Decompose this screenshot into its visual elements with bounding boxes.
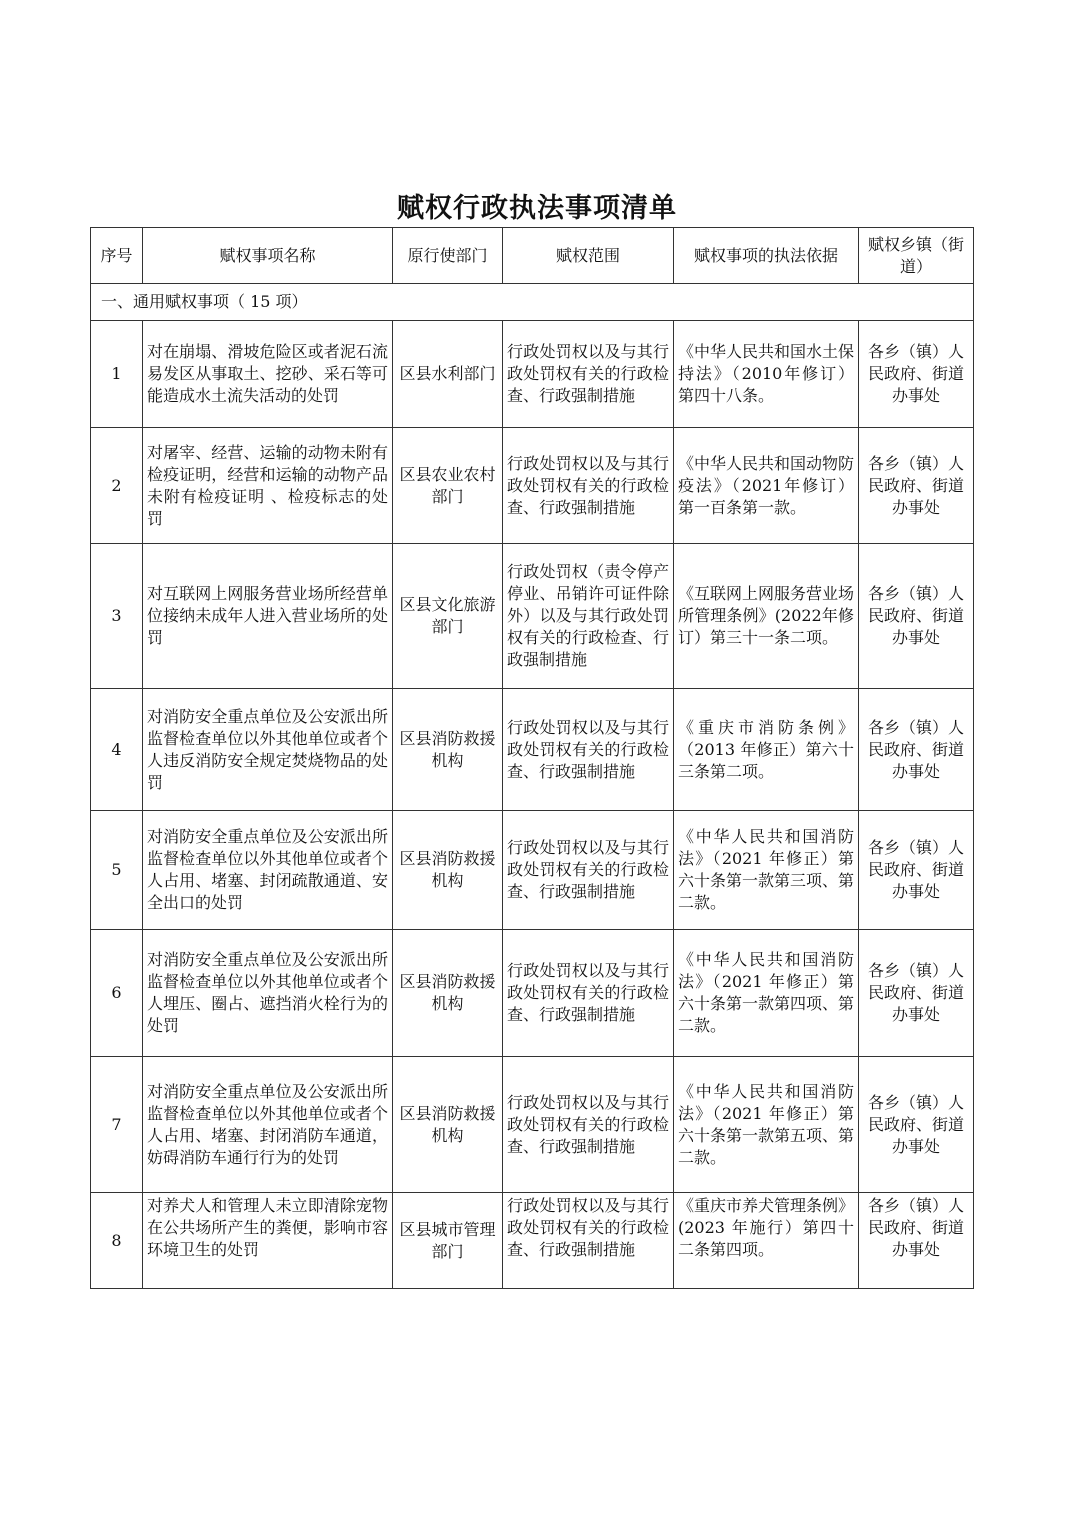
legal-basis: 《互联网上网服务营业场所管理条例》(2022年修订）第三十一条二项。 xyxy=(674,544,859,689)
header-dept: 原行使部门 xyxy=(393,228,503,284)
legal-basis: 《中华人民共和国消防法》（2021 年修正）第六十条第一款第四项、第二款。 xyxy=(674,930,859,1057)
section-row xyxy=(91,284,974,321)
enforcement-items-table xyxy=(90,227,974,1289)
row-number: 1 xyxy=(91,321,143,428)
original-department: 区县文化旅游部门 xyxy=(393,544,503,689)
item-name: 对互联网上网服务营业场所经营单位接纳未成年人进入营业场所的处罚 xyxy=(143,544,393,689)
table-row xyxy=(91,689,974,811)
delegated-scope: 行政处罚权以及与其行政处罚权有关的行政检查、行政强制措施 xyxy=(503,428,674,544)
delegated-township: 各乡（镇）人民政府、街道办事处 xyxy=(859,689,974,811)
table-row xyxy=(91,930,974,1057)
legal-basis: 《重庆市消防条例》（2013 年修正）第六十三条第二项。 xyxy=(674,689,859,811)
delegated-scope: 行政处罚权以及与其行政处罚权有关的行政检查、行政强制措施 xyxy=(503,321,674,428)
original-department: 区县消防救援机构 xyxy=(393,811,503,930)
row-number: 4 xyxy=(91,689,143,811)
header-town: 赋权乡镇（街道） xyxy=(859,228,974,284)
delegated-township: 各乡（镇）人民政府、街道办事处 xyxy=(859,930,974,1057)
table-row xyxy=(91,544,974,689)
row-number: 5 xyxy=(91,811,143,930)
delegated-scope: 行政处罚权（责令停产停业、吊销许可证件除外）以及与其行政处罚权有关的行政检查、行政强制措施 xyxy=(503,544,674,689)
row-number: 6 xyxy=(91,930,143,1057)
item-name: 对在崩塌、滑坡危险区或者泥石流易发区从事取土、挖砂、采石等可能造成水土流失活动的处罚 xyxy=(143,321,393,428)
original-department: 区县水利部门 xyxy=(393,321,503,428)
row-number: 3 xyxy=(91,544,143,689)
table-header-row xyxy=(91,228,974,284)
delegated-scope: 行政处罚权以及与其行政处罚权有关的行政检查、行政强制措施 xyxy=(503,811,674,930)
item-name: 对消防安全重点单位及公安派出所监督检查单位以外其他单位或者个人占用、堵塞、封闭消防车通道，妨碍消防车通行行为的处罚 xyxy=(143,1057,393,1193)
original-department: 区县农业农村部门 xyxy=(393,428,503,544)
delegated-township: 各乡（镇）人民政府、街道办事处 xyxy=(859,1057,974,1193)
header-no: 序号 xyxy=(91,228,143,284)
table-row xyxy=(91,321,974,428)
delegated-township: 各乡（镇）人民政府、街道办事处 xyxy=(859,1193,974,1289)
delegated-scope: 行政处罚权以及与其行政处罚权有关的行政检查、行政强制措施 xyxy=(503,1193,674,1289)
table-row xyxy=(91,428,974,544)
item-name: 对养犬人和管理人未立即清除宠物在公共场所产生的粪便，影响市容环境卫生的处罚 xyxy=(143,1193,393,1289)
row-number: 7 xyxy=(91,1057,143,1193)
table-row xyxy=(91,1057,974,1193)
delegated-scope: 行政处罚权以及与其行政处罚权有关的行政检查、行政强制措施 xyxy=(503,1057,674,1193)
legal-basis: 《重庆市养犬管理条例》(2023 年施行）第四十二条第四项。 xyxy=(674,1193,859,1289)
row-number: 2 xyxy=(91,428,143,544)
legal-basis: 《中华人民共和国动物防疫法》（2021年修订）第一百条第一款。 xyxy=(674,428,859,544)
delegated-township: 各乡（镇）人民政府、街道办事处 xyxy=(859,544,974,689)
delegated-scope: 行政处罚权以及与其行政处罚权有关的行政检查、行政强制措施 xyxy=(503,930,674,1057)
page-title: 赋权行政执法事项清单 xyxy=(397,193,677,224)
original-department: 区县消防救援机构 xyxy=(393,930,503,1057)
item-name: 对屠宰、经营、运输的动物未附有检疫证明，经营和运输的动物产品未附有检疫证明 、检疫标志的处罚 xyxy=(143,428,393,544)
item-name: 对消防安全重点单位及公安派出所监督检查单位以外其他单位或者个人埋压、圈占、遮挡消火栓行为的处罚 xyxy=(143,930,393,1057)
delegated-township: 各乡（镇）人民政府、街道办事处 xyxy=(859,428,974,544)
table-row xyxy=(91,811,974,930)
header-name: 赋权事项名称 xyxy=(143,228,393,284)
original-department: 区县城市管理部门 xyxy=(393,1193,503,1289)
legal-basis: 《中华人民共和国水土保持法》（2010年修订）第四十八条。 xyxy=(674,321,859,428)
header-scope: 赋权范围 xyxy=(503,228,674,284)
item-name: 对消防安全重点单位及公安派出所监督检查单位以外其他单位或者个人占用、堵塞、封闭疏散通道、安全出口的处罚 xyxy=(143,811,393,930)
delegated-township: 各乡（镇）人民政府、街道办事处 xyxy=(859,321,974,428)
table-row xyxy=(91,1193,974,1289)
header-basis: 赋权事项的执法依据 xyxy=(674,228,859,284)
item-name: 对消防安全重点单位及公安派出所监督检查单位以外其他单位或者个人违反消防安全规定焚烧物品的处罚 xyxy=(143,689,393,811)
legal-basis: 《中华人民共和国消防法》（2021 年修正）第六十条第一款第三项、第二款。 xyxy=(674,811,859,930)
row-number: 8 xyxy=(91,1193,143,1289)
original-department: 区县消防救援机构 xyxy=(393,689,503,811)
legal-basis: 《中华人民共和国消防法》（2021 年修正）第六十条第一款第五项、第二款。 xyxy=(674,1057,859,1193)
section-heading: 一、通用赋权事项（ 15 项） xyxy=(91,284,974,321)
delegated-township: 各乡（镇）人民政府、街道办事处 xyxy=(859,811,974,930)
delegated-scope: 行政处罚权以及与其行政处罚权有关的行政检查、行政强制措施 xyxy=(503,689,674,811)
original-department: 区县消防救援机构 xyxy=(393,1057,503,1193)
